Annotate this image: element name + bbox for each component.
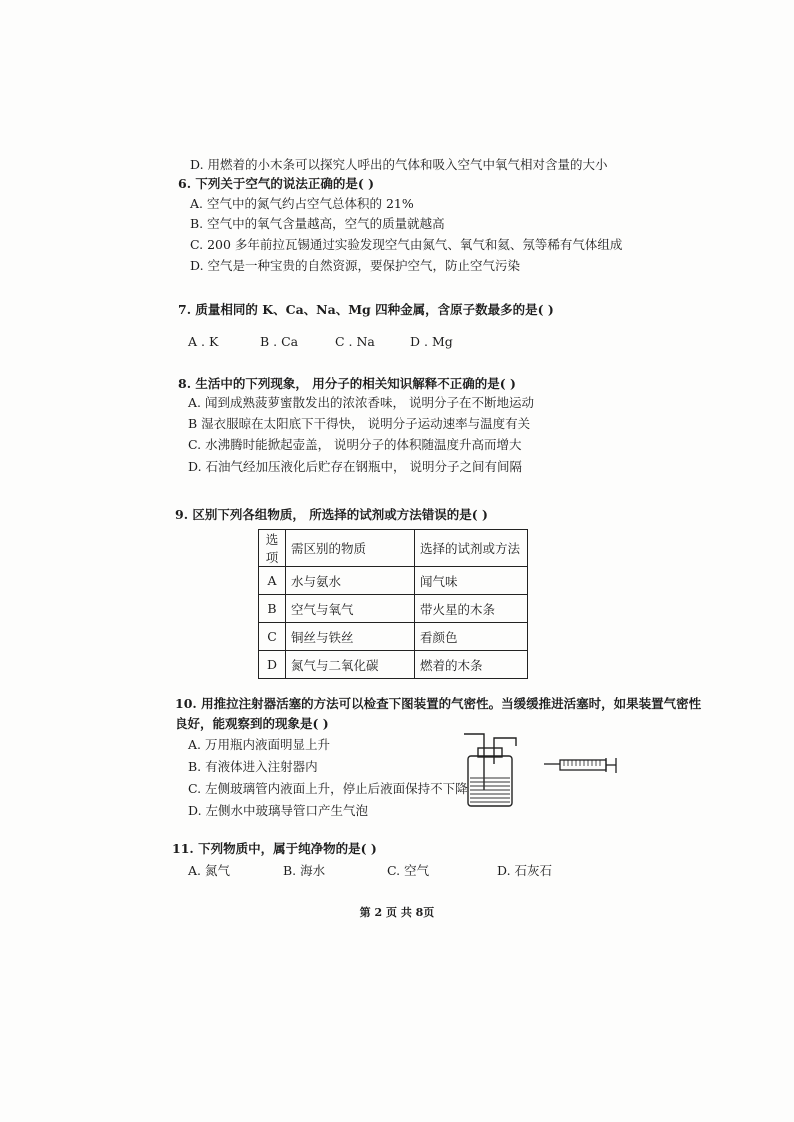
q8-option-b: B 湿衣服晾在太阳底下干得快， 说明分子运动速率与温度有关 (188, 416, 531, 431)
page-number-footer: 第 2 页 共 8页 (359, 906, 435, 919)
table-cell: 闻气味 (415, 567, 528, 595)
q8-option-c: C. 水沸腾时能掀起壶盖， 说明分子的体积随温度升高而增大 (188, 437, 522, 452)
q9-stem: 9. 区别下列各组物质， 所选择的试剂或方法错误的是( ) (175, 507, 488, 522)
q10-option-b: B. 有液体进入注射器内 (188, 759, 318, 774)
q6-stem: 6. 下列关于空气的说法正确的是( ) (178, 176, 375, 191)
q10-option-c: C. 左侧玻璃管内液面上升，停止后液面保持不下降 (188, 781, 468, 796)
table-cell: A (259, 567, 286, 595)
q7-option-c: C . Na (335, 334, 375, 349)
syringe-icon (542, 756, 624, 778)
q8-option-d: D. 石油气经加压液化后贮存在钢瓶中， 说明分子之间有间隔 (188, 459, 522, 474)
q11-option-d: D. 石灰石 (497, 863, 553, 878)
gas-bottle-apparatus-icon (460, 728, 520, 810)
table-cell: 铜丝与铁丝 (286, 623, 415, 651)
q5-option-d: D. 用燃着的小木条可以探究人呼出的气体和吸入空气中氧气相对含量的大小 (190, 157, 608, 172)
table-row (259, 595, 528, 623)
table-cell: 空气与氧气 (286, 595, 415, 623)
q11-option-a: A. 氮气 (188, 863, 230, 878)
q8-option-a: A. 闻到成熟菠萝蜜散发出的浓浓香味， 说明分子在不断地运动 (188, 395, 534, 410)
q7-option-a: A . K (188, 334, 219, 349)
table-header-cell: 选项 (259, 530, 286, 567)
q11-option-b: B. 海水 (283, 863, 326, 878)
q11-option-c: C. 空气 (387, 863, 430, 878)
q8-stem: 8. 生活中的下列现象， 用分子的相关知识解释不正确的是( ) (178, 376, 516, 391)
q6-option-b: B. 空气中的氧气含量越高，空气的质量就越高 (190, 216, 445, 231)
table-cell: 带火星的木条 (415, 595, 528, 623)
table-cell: C (259, 623, 286, 651)
q7-stem: 7. 质量相同的 K、Ca、Na、Mg 四种金属，含原子数最多的是( ) (178, 302, 554, 317)
table-cell: 燃着的木条 (415, 651, 528, 679)
table-cell: 水与氨水 (286, 567, 415, 595)
q7-option-d: D . Mg (410, 334, 453, 349)
table-cell: D (259, 651, 286, 679)
table-cell: B (259, 595, 286, 623)
q7-option-b: B . Ca (260, 334, 299, 349)
q10-option-a: A. 万用瓶内液面明显上升 (188, 737, 330, 752)
q10-stem-line1: 10. 用推拉注射器活塞的方法可以检查下图装置的气密性。当缓缓推进活塞时，如果装置气密性 (175, 696, 702, 711)
q6-option-d: D. 空气是一种宝贵的自然资源，要保护空气，防止空气污染 (190, 258, 521, 273)
q6-option-a: A. 空气中的氮气约占空气总体积的 21% (190, 196, 414, 211)
q6-option-c: C. 200 多年前拉瓦锡通过实验发现空气由氮气、氧气和氦、氖等稀有气体组成 (190, 237, 623, 252)
table-header-row (259, 530, 528, 567)
q11-stem: 11. 下列物质中，属于纯净物的是( ) (172, 841, 377, 856)
table-header-cell: 选择的试剂或方法 (415, 530, 528, 567)
q10-stem-line2: 良好，能观察到的现象是( ) (175, 716, 329, 731)
q10-option-d: D. 左侧水中玻璃导管口产生气泡 (188, 803, 369, 818)
table-cell: 氮气与二氧化碳 (286, 651, 415, 679)
q9-options-table (258, 529, 528, 679)
table-row (259, 651, 528, 679)
table-cell: 看颜色 (415, 623, 528, 651)
table-row (259, 623, 528, 651)
table-header-cell: 需区别的物质 (286, 530, 415, 567)
table-row (259, 567, 528, 595)
